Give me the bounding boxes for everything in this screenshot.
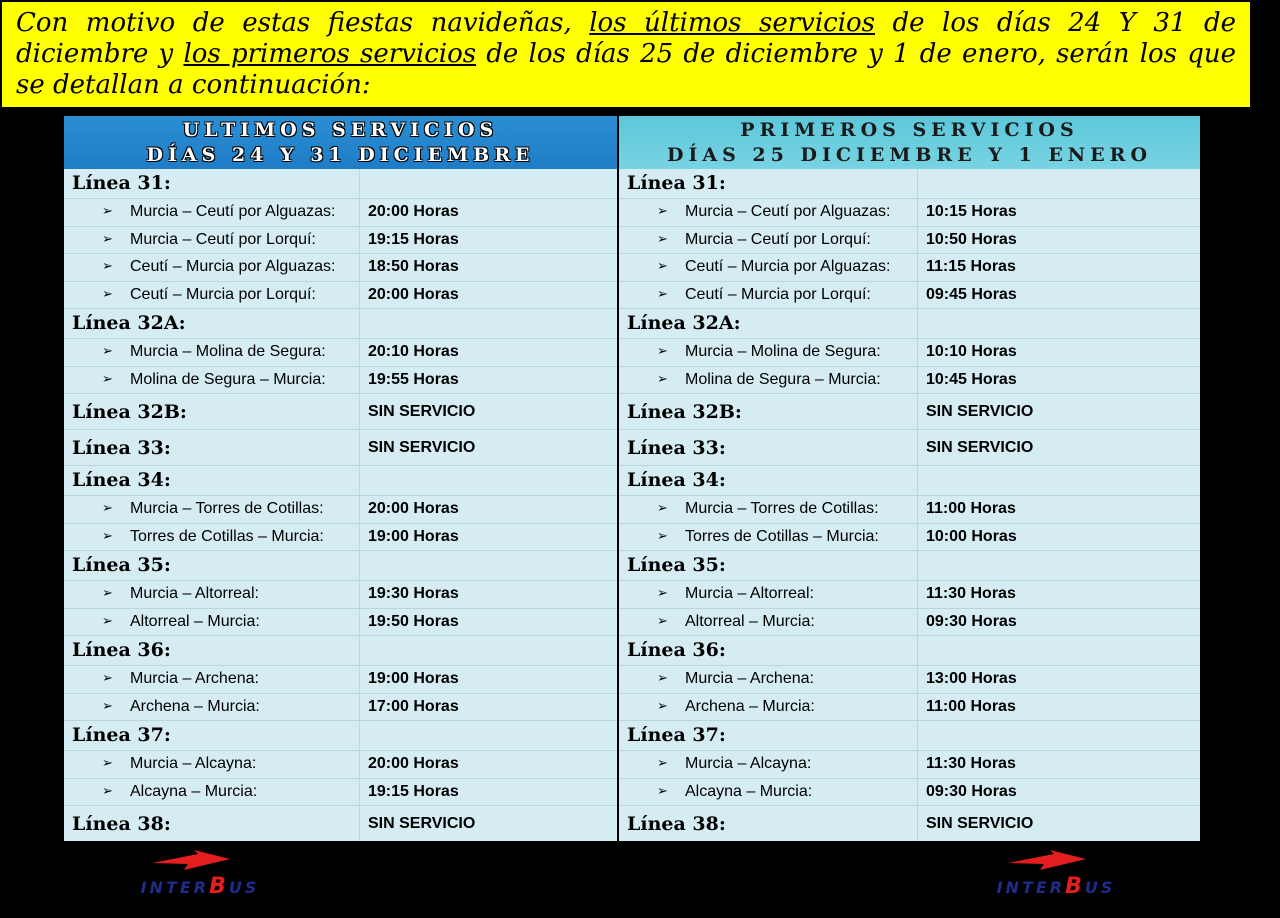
route-name: Archena – Murcia: xyxy=(685,697,815,715)
arrow-bullet-icon: ➢ xyxy=(657,586,668,601)
route-row xyxy=(64,779,617,807)
column-divider xyxy=(359,721,360,750)
line-row xyxy=(619,636,1200,666)
route-row xyxy=(619,666,1200,694)
route-row xyxy=(619,694,1200,722)
column-divider xyxy=(359,227,360,254)
route-name: Murcia – Molina de Segura: xyxy=(685,343,881,360)
line-row xyxy=(619,551,1200,581)
column-divider xyxy=(359,581,360,608)
route-row xyxy=(64,367,617,395)
arrow-bullet-icon: ➢ xyxy=(102,501,113,516)
interbus-logo-right xyxy=(966,850,1146,900)
line-row xyxy=(619,466,1200,496)
departure-time: 10:50 Horas xyxy=(926,230,1017,248)
line-title: Línea 36: xyxy=(72,639,171,661)
column-divider xyxy=(917,254,918,281)
line-title: Línea 32A: xyxy=(627,312,741,334)
last-services-title: ULTIMOS SERVICIOS xyxy=(182,119,499,141)
line-row xyxy=(64,394,617,430)
route-name: Murcia – Altorreal: xyxy=(685,585,814,602)
underline-first-services: los primeros servicios xyxy=(183,39,477,69)
arrow-bullet-icon: ➢ xyxy=(102,586,113,601)
departure-time: 20:00 Horas xyxy=(368,755,459,772)
line-row xyxy=(619,309,1200,339)
first-services-header xyxy=(619,116,1200,169)
no-service-label: SIN SERVICIO xyxy=(926,403,1034,420)
route-name: Murcia – Alcayna: xyxy=(130,755,257,772)
route-row xyxy=(64,496,617,524)
route-name: Murcia – Ceutí por Alguazas: xyxy=(685,203,891,220)
column-divider xyxy=(917,430,918,465)
route-row xyxy=(619,199,1200,227)
route-row xyxy=(619,496,1200,524)
column-divider xyxy=(917,309,918,338)
route-row xyxy=(64,581,617,609)
route-name: Molina de Segura – Murcia: xyxy=(130,370,326,388)
departure-time: 11:00 Horas xyxy=(926,697,1016,715)
column-divider xyxy=(359,524,360,551)
departure-time: 09:45 Horas xyxy=(926,285,1017,303)
column-divider xyxy=(359,430,360,465)
column-divider xyxy=(917,394,918,429)
arrow-bullet-icon: ➢ xyxy=(102,613,113,629)
column-divider xyxy=(917,666,918,693)
column-divider xyxy=(359,551,360,580)
column-divider xyxy=(917,609,918,636)
column-divider xyxy=(917,339,918,366)
column-divider xyxy=(917,367,918,394)
route-row xyxy=(619,282,1200,310)
column-divider xyxy=(359,609,360,636)
line-title: Línea 35: xyxy=(72,554,171,576)
line-title: Línea 34: xyxy=(72,469,171,491)
column-divider xyxy=(917,199,918,226)
arrow-bullet-icon: ➢ xyxy=(102,698,113,714)
line-row xyxy=(64,309,617,339)
column-divider xyxy=(359,751,360,778)
route-row xyxy=(64,666,617,694)
column-divider xyxy=(917,496,918,523)
route-name: Ceutí – Murcia por Alguazas: xyxy=(130,258,336,275)
route-name: Molina de Segura – Murcia: xyxy=(685,370,881,388)
column-divider xyxy=(917,169,918,198)
arrow-bullet-icon: ➢ xyxy=(657,613,668,629)
line-row xyxy=(64,430,617,466)
arrow-bullet-icon: ➢ xyxy=(102,756,113,771)
column-divider xyxy=(917,779,918,806)
arrow-bullet-icon: ➢ xyxy=(102,204,113,219)
route-name: Alcayna – Murcia: xyxy=(685,782,813,800)
line-row xyxy=(64,636,617,666)
departure-time: 20:00 Horas xyxy=(368,203,459,220)
departure-time: 19:15 Horas xyxy=(368,230,459,248)
departure-time: 19:55 Horas xyxy=(368,370,459,388)
departure-time: 19:15 Horas xyxy=(368,782,459,800)
column-divider xyxy=(359,636,360,665)
column-divider xyxy=(359,806,360,841)
departure-time: 20:10 Horas xyxy=(368,343,459,360)
departure-time: 09:30 Horas xyxy=(926,612,1017,630)
column-divider xyxy=(359,199,360,226)
departure-time: 11:30 Horas xyxy=(926,585,1016,602)
departure-time: 10:10 Horas xyxy=(926,343,1017,360)
column-divider xyxy=(359,339,360,366)
line-row xyxy=(619,806,1200,841)
line-row xyxy=(619,169,1200,199)
column-divider xyxy=(359,496,360,523)
column-divider xyxy=(917,806,918,841)
arrow-bullet-icon: ➢ xyxy=(657,671,668,686)
route-row xyxy=(64,254,617,282)
route-name: Murcia – Archena: xyxy=(130,670,259,687)
route-row xyxy=(619,609,1200,637)
line-title: Línea 32A: xyxy=(72,312,186,334)
departure-time: 10:15 Horas xyxy=(926,203,1017,220)
column-divider xyxy=(917,694,918,721)
arrow-bullet-icon: ➢ xyxy=(102,671,113,686)
column-divider xyxy=(359,169,360,198)
line-row xyxy=(619,394,1200,430)
route-name: Murcia – Molina de Segura: xyxy=(130,343,326,360)
route-row xyxy=(64,282,617,310)
route-name: Altorreal – Murcia: xyxy=(130,612,260,630)
departure-time: 17:00 Horas xyxy=(368,697,459,715)
line-title: Línea 37: xyxy=(627,724,726,746)
line-row xyxy=(64,466,617,496)
first-services-days: DÍAS 25 DICIEMBRE Y 1 ENERO xyxy=(666,144,1152,166)
route-row xyxy=(619,751,1200,779)
route-name: Torres de Cotillas – Murcia: xyxy=(130,527,324,545)
column-divider xyxy=(359,309,360,338)
column-divider xyxy=(359,282,360,309)
departure-time: 13:00 Horas xyxy=(926,670,1017,687)
route-name: Ceutí – Murcia por Lorquí: xyxy=(685,285,871,303)
arrow-bullet-icon: ➢ xyxy=(102,783,113,799)
departure-time: 19:30 Horas xyxy=(368,585,459,602)
line-row xyxy=(64,806,617,841)
route-row xyxy=(619,339,1200,367)
column-divider xyxy=(917,581,918,608)
first-services-title: PRIMEROS SERVICIOS xyxy=(740,119,1079,141)
arrow-bullet-icon: ➢ xyxy=(657,783,668,799)
arrow-bullet-icon: ➢ xyxy=(102,286,113,302)
route-row xyxy=(619,779,1200,807)
route-name: Ceutí – Murcia por Lorquí: xyxy=(130,285,316,303)
column-divider xyxy=(917,227,918,254)
departure-time: 11:00 Horas xyxy=(926,500,1016,517)
line-row xyxy=(64,551,617,581)
departure-time: 19:00 Horas xyxy=(368,670,459,687)
column-divider xyxy=(917,551,918,580)
line-row xyxy=(64,721,617,751)
departure-time: 11:30 Horas xyxy=(926,755,1016,772)
column-divider xyxy=(917,466,918,495)
arrow-bullet-icon: ➢ xyxy=(657,501,668,516)
last-services-panel xyxy=(64,116,617,841)
route-name: Murcia – Altorreal: xyxy=(130,585,259,602)
arrow-bullet-icon: ➢ xyxy=(102,344,113,359)
route-name: Murcia – Torres de Cotillas: xyxy=(685,500,879,517)
departure-time: 10:45 Horas xyxy=(926,370,1017,388)
route-name: Murcia – Ceutí por Lorquí: xyxy=(685,230,871,248)
no-service-label: SIN SERVICIO xyxy=(926,815,1034,832)
arrow-bullet-icon: ➢ xyxy=(657,344,668,359)
departure-time: 11:15 Horas xyxy=(926,258,1016,275)
line-title: Línea 38: xyxy=(72,813,171,835)
departure-time: 20:00 Horas xyxy=(368,285,459,303)
column-divider xyxy=(359,666,360,693)
column-divider xyxy=(359,254,360,281)
departure-time: 20:00 Horas xyxy=(368,500,459,517)
arrow-bullet-icon: ➢ xyxy=(102,259,113,274)
route-row xyxy=(619,367,1200,395)
route-name: Murcia – Ceutí por Lorquí: xyxy=(130,230,316,248)
column-divider xyxy=(359,466,360,495)
route-name: Murcia – Archena: xyxy=(685,670,814,687)
column-divider xyxy=(359,394,360,429)
intro-text: Con motivo de estas fiestas navideñas, los últimos servicios de los días 24 Y 31 de diciembre y los primeros servicios de los días 25 de diciembre y 1 de enero, serán los que se detallan a continuación: xyxy=(16,8,1237,100)
route-name: Murcia – Alcayna: xyxy=(685,755,812,772)
arrow-bullet-icon: ➢ xyxy=(657,286,668,302)
route-name: Ceutí – Murcia por Alguazas: xyxy=(685,258,891,275)
line-title: Línea 35: xyxy=(627,554,726,576)
no-service-label: SIN SERVICIO xyxy=(926,439,1034,456)
route-row xyxy=(64,524,617,552)
no-service-label: SIN SERVICIO xyxy=(368,439,476,456)
line-row xyxy=(64,169,617,199)
column-divider xyxy=(917,721,918,750)
route-name: Altorreal – Murcia: xyxy=(685,612,815,630)
arrow-bullet-icon: ➢ xyxy=(657,231,668,247)
line-row xyxy=(619,721,1200,751)
arrow-bullet-icon: ➢ xyxy=(102,528,113,544)
arrow-bullet-icon: ➢ xyxy=(657,756,668,771)
line-title: Línea 37: xyxy=(72,724,171,746)
arrow-bullet-icon: ➢ xyxy=(657,371,668,387)
route-name: Archena – Murcia: xyxy=(130,697,260,715)
line-title: Línea 38: xyxy=(627,813,726,835)
line-row xyxy=(619,430,1200,466)
route-row xyxy=(64,199,617,227)
logo-text: INTERBUS xyxy=(996,874,1116,899)
route-row xyxy=(64,227,617,255)
last-services-header xyxy=(64,116,617,169)
arrow-bullet-icon: ➢ xyxy=(657,698,668,714)
arrow-bullet-icon: ➢ xyxy=(102,371,113,387)
departure-time: 09:30 Horas xyxy=(926,782,1017,800)
departure-time: 18:50 Horas xyxy=(368,258,459,275)
first-services-panel xyxy=(619,116,1200,841)
route-row xyxy=(64,609,617,637)
column-divider xyxy=(917,751,918,778)
departure-time: 19:00 Horas xyxy=(368,527,459,545)
route-row xyxy=(619,524,1200,552)
no-service-label: SIN SERVICIO xyxy=(368,403,476,420)
line-title: Línea 31: xyxy=(627,172,726,194)
arrow-bullet-icon: ➢ xyxy=(657,204,668,219)
column-divider xyxy=(917,282,918,309)
bolt-logo-icon xyxy=(150,850,232,872)
route-row xyxy=(64,339,617,367)
intro-banner xyxy=(0,0,1252,109)
route-name: Murcia – Ceutí por Alguazas: xyxy=(130,203,336,220)
bolt-logo-icon xyxy=(1006,850,1088,872)
interbus-logo-left xyxy=(110,850,290,900)
logo-text: INTERBUS xyxy=(140,874,260,899)
no-service-label: SIN SERVICIO xyxy=(368,815,476,832)
line-title: Línea 34: xyxy=(627,469,726,491)
route-row xyxy=(64,694,617,722)
last-services-table xyxy=(64,169,617,841)
last-services-days: DÍAS 24 Y 31 DICIEMBRE xyxy=(146,144,535,166)
line-title: Línea 32B: xyxy=(72,401,187,423)
line-title: Línea 32B: xyxy=(627,401,742,423)
route-name: Torres de Cotillas – Murcia: xyxy=(685,527,879,545)
arrow-bullet-icon: ➢ xyxy=(657,259,668,274)
route-name: Alcayna – Murcia: xyxy=(130,782,258,800)
line-title: Línea 36: xyxy=(627,639,726,661)
route-row xyxy=(619,254,1200,282)
departure-time: 10:00 Horas xyxy=(926,527,1017,545)
column-divider xyxy=(359,779,360,806)
column-divider xyxy=(359,694,360,721)
line-title: Línea 33: xyxy=(72,437,171,459)
route-name: Murcia – Torres de Cotillas: xyxy=(130,500,324,517)
column-divider xyxy=(359,367,360,394)
route-row xyxy=(64,751,617,779)
route-row xyxy=(619,581,1200,609)
underline-last-services: los últimos servicios xyxy=(589,8,876,38)
column-divider xyxy=(917,524,918,551)
line-title: Línea 31: xyxy=(72,172,171,194)
arrow-bullet-icon: ➢ xyxy=(657,528,668,544)
column-divider xyxy=(917,636,918,665)
arrow-bullet-icon: ➢ xyxy=(102,231,113,247)
route-row xyxy=(619,227,1200,255)
line-title: Línea 33: xyxy=(627,437,726,459)
departure-time: 19:50 Horas xyxy=(368,612,459,630)
first-services-table xyxy=(619,169,1200,841)
